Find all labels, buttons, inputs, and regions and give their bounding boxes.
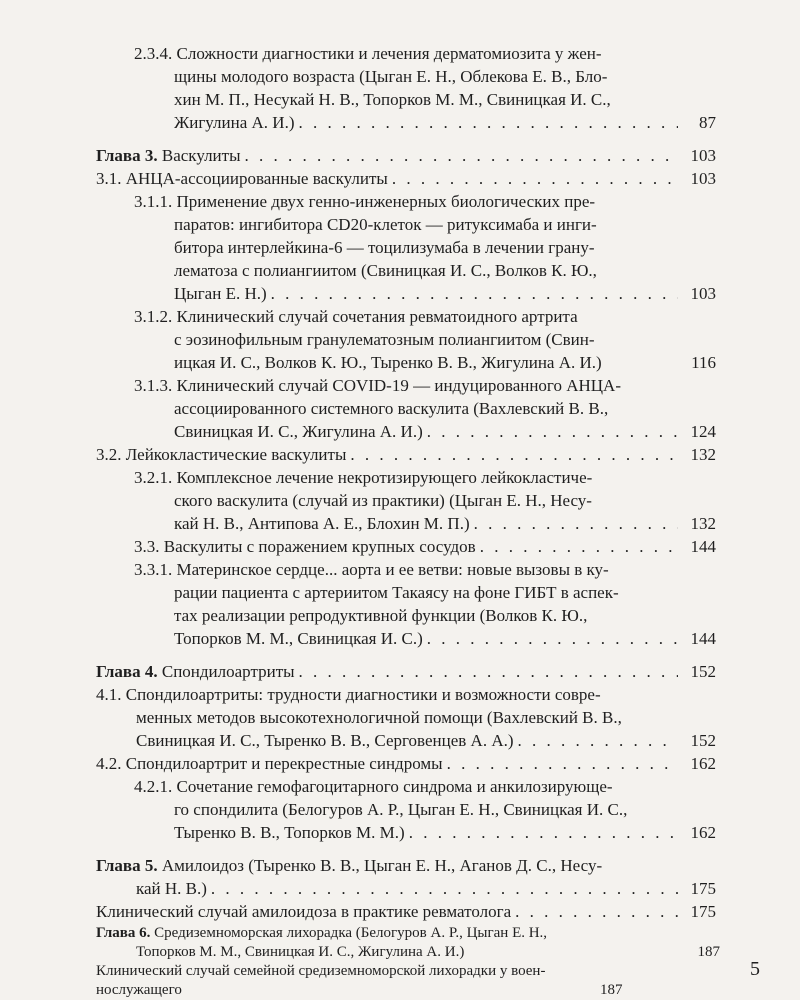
toc-entry-line: битора интерлейкина-6 — тоцилизумаба в лечении грану-: [174, 238, 595, 257]
toc-entry-line: с эозинофильным гранулематозным полиангиитом (Свин-: [174, 330, 595, 349]
chapter-heading: Глава 3. Васкулиты . . .: [96, 145, 682, 167]
page-ref[interactable]: 144: [690, 629, 716, 648]
toc-entry-line: лематоза с полиангиитом (Свиницкая И. С., Волков К. Ю.,: [174, 261, 597, 280]
toc-entry-line: кай Н. В., Антипова А. Е., Блохин М. П.) . . .: [174, 513, 682, 535]
toc-entry-line: щины молодого возраста (Цыган Е. Н., Облекова Е. В., Бло-: [174, 67, 608, 86]
section-heading: 3.1. АНЦА-ассоциированные васкулиты . . .: [96, 168, 682, 190]
page-ref[interactable]: 187: [600, 982, 623, 998]
toc-entry-line: Тыренко В. В., Топорков М. М.) . . .: [174, 822, 682, 844]
toc-entry-line: Свиницкая И. С., Тыренко В. В., Серговенцев А. А.) . . .: [136, 730, 682, 752]
toc-entry-line: ассоциированного системного васкулита (Вахлевский В. В.,: [174, 399, 609, 418]
toc-entry-line: 2.3.4. Сложности диагностики и лечения дерматомиозита у жен-: [134, 44, 602, 63]
chapter-heading: Глава 4. Спондилоартриты . . .: [96, 661, 682, 683]
toc-entry-line: го спондилита (Белогуров А. Р., Цыган Е. Н., Свиницкая И. С.,: [174, 800, 628, 819]
page-ref[interactable]: 87: [699, 113, 716, 132]
toc-entry-line: Клинический случай амилоидоза в практике ревматолога . . .: [96, 901, 682, 923]
section-heading: 4.2. Спондилоартрит и перекрестные синдромы . . .: [96, 753, 682, 775]
toc-entry-line: 3.2.1. Комплексное лечение некротизирующего лейкокластиче-: [134, 468, 593, 487]
page-ref[interactable]: 132: [690, 445, 716, 464]
page-ref[interactable]: 162: [690, 754, 716, 773]
chapter-heading: Глава 5. Амилоидоз (Тыренко В. В., Цыган Е. Н., Аганов Д. С., Несу-: [96, 856, 603, 875]
toc-entry-line: тах реализации репродуктивной функции (Волков К. Ю.,: [174, 606, 588, 625]
chapter-heading: Глава 6. Средиземноморская лихорадка (Белогуров А. Р., Цыган Е. Н.,: [96, 925, 548, 941]
toc-entry-line: ицкая И. С., Волков К. Ю., Тыренко В. В., Жигулина А. И.): [174, 353, 602, 372]
page-ref[interactable]: 116: [691, 353, 716, 372]
page-ref[interactable]: 132: [690, 514, 716, 533]
page-ref[interactable]: 187: [697, 944, 720, 960]
toc-entry-line: паратов: ингибитора CD20-клеток — ритуксимаба и инги-: [174, 215, 597, 234]
toc-entry-line: [96, 962, 720, 981]
page-ref[interactable]: 144: [690, 537, 716, 556]
toc-entry-line: 3.1.2. Клинический случай сочетания ревматоидного артрита: [134, 307, 578, 326]
toc-entry-line: кай Н. В.) . . .: [136, 878, 682, 900]
toc-entry-line: Свиницкая И. С., Жигулина А. И.) . . .: [174, 421, 682, 443]
toc-entry-line: 4.1. Спондилоартриты: трудности диагностики и возможности совре-: [96, 685, 601, 704]
page-ref[interactable]: 124: [690, 422, 716, 441]
page-ref[interactable]: 175: [690, 879, 716, 898]
page-number: 5: [750, 958, 760, 980]
toc-entry-line: нослужащего: [96, 982, 182, 998]
toc-entry-line: [96, 943, 720, 962]
toc-entry-line: менных методов высокотехнологичной помощи (Вахлевский В. В.,: [136, 708, 622, 727]
toc-entry-line: [96, 924, 720, 943]
page-ref[interactable]: 152: [690, 731, 716, 750]
toc-entry-text: Топорков М. М., Свиницкая И. С., Жигулина А. И.): [136, 944, 465, 960]
toc-entry-line: Топорков М. М., Свиницкая И. С.) . . .: [174, 628, 682, 650]
toc-entry-line: 4.2.1. Сочетание гемофагоцитарного синдрома и анкилозирующе-: [134, 777, 613, 796]
toc-entry-text: Клинический случай семейной средиземноморской лихорадки у воен-: [96, 963, 546, 979]
toc-entry-line: 3.3.1. Материнское сердце... аорта и ее ветви: новые вызовы в ку-: [134, 560, 609, 579]
toc-entry-line: Цыган Е. Н.) . . .: [174, 283, 682, 305]
page-ref[interactable]: 103: [690, 169, 716, 188]
toc-entry-line: 3.1.1. Применение двух генно-инженерных биологических пре-: [134, 192, 596, 211]
toc-entry-line: рации пациента с артериитом Такаясу на фоне ГИБТ в аспек-: [174, 583, 619, 602]
toc-entry-line: 3.1.3. Клинический случай COVID-19 — индуцированного АНЦА-: [134, 376, 621, 395]
page-ref[interactable]: 175: [690, 902, 716, 921]
toc-entry-line: Жигулина А. И.) . . .: [174, 112, 682, 134]
toc-entry-line: хин М. П., Несукай Н. В., Топорков М. М., Свиницкая И. С.,: [174, 90, 611, 109]
toc-entry-line: ского васкулита (случай из практики) (Цыган Е. Н., Несу-: [174, 491, 592, 510]
page-ref[interactable]: 103: [690, 284, 716, 303]
page-ref[interactable]: 103: [690, 146, 716, 165]
bottom-entries: [96, 924, 720, 981]
section-heading: 3.3. Васкулиты с поражением крупных сосудов . . .: [134, 536, 682, 558]
page-ref[interactable]: 152: [690, 662, 716, 681]
section-heading: 3.2. Лейкокластические васкулиты . . .: [96, 444, 682, 466]
page-ref[interactable]: 162: [690, 823, 716, 842]
